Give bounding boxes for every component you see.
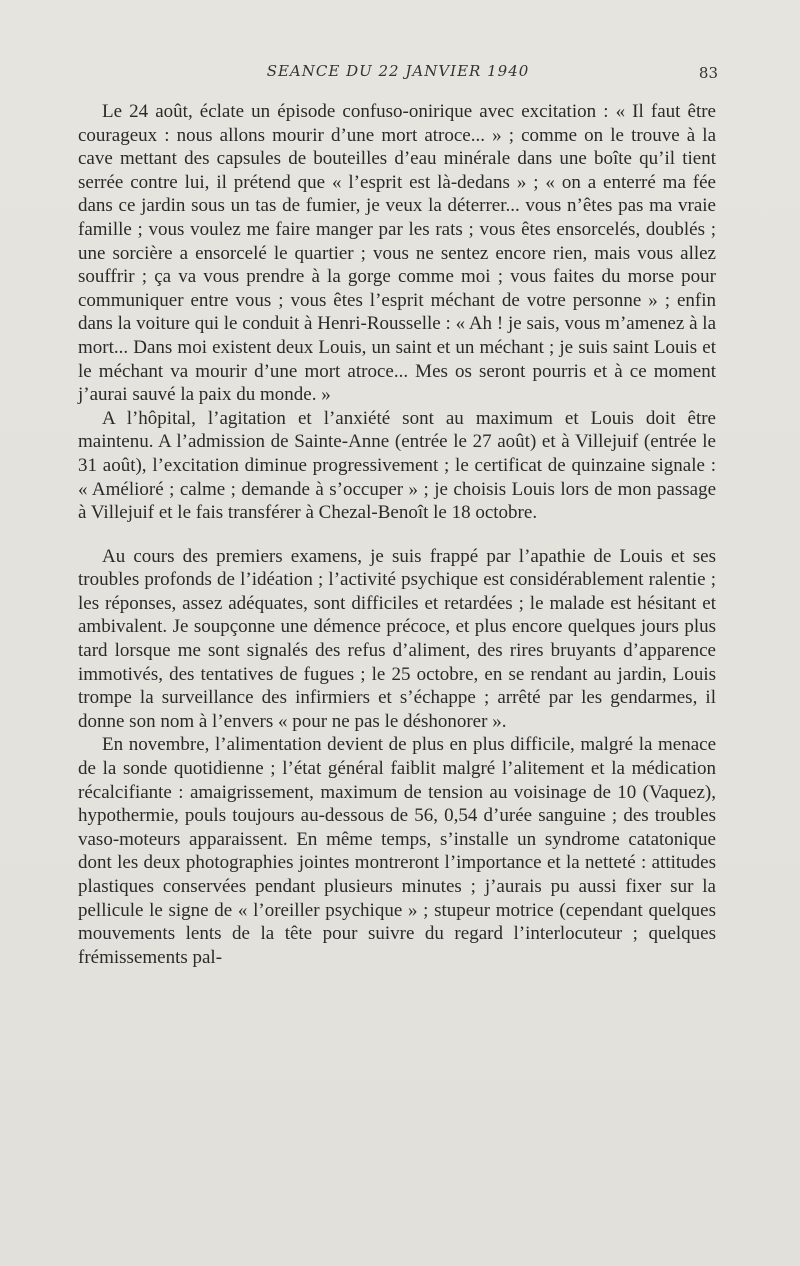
running-title: SEANCE DU 22 JANVIER 1940 (266, 62, 530, 80)
paragraph-hospital: A l’hôpital, l’agitation et l’anxiété sont au maximum et Louis doit être maintenu. A l’admission de Sainte-Anne (entrée le 27 août) et à Villejuif (entrée le 31 août), l’excitation diminue progressivement ; le certificat de quinzaine signale : « Amélioré ; calme ; demande à s’occuper » ; je choisis Louis lors de mon passage à Villejuif et le fais transférer à Chezal-Benoît le 18 octobre. (78, 407, 716, 524)
page-header (78, 62, 718, 86)
paragraph-novembre: En novembre, l’alimentation devient de plus en plus difficile, malgré la menace de la sonde quotidienne ; l’état général faiblit malgré l’alitement et la médication récalcifiante : amaigrissement, maximum de tension au voisinage de 10 (Vaquez), hypothermie, pouls toujours au-dessous de 56, 0,54 d’urée sanguine ; des troubles vaso-moteurs apparaissent. En même temps, s’installe un syndrome catatonique dont les deux photographies jointes montreront l’importance et la netteté : attitudes plastiques conservées pendant plusieurs minutes ; j’aurais pu aussi fixer sur la pellicule le signe de « l’oreiller psychique » ; stupeur motrice (cependant quelques mouvements lents de la tête pour suivre du regard l’interlocuteur ; quelques frémissements pal- (78, 734, 716, 968)
body-text (78, 100, 716, 969)
paragraph-examens: Au cours des premiers examens, je suis frappé par l’apathie de Louis et ses troubles profonds de l’idéation ; l’activité psychique est considérablement ralentie ; les réponses, assez adéquates, sont difficiles et retardées ; le malade est hésitant et ambivalent. Je soupçonne une démence précoce, et plus encore quelques jours plus tard lorsque me sont signalés des refus d’aliment, des rires bruyants d’apparence immotivés, des tentatives de fugues ; le 25 octobre, en se rendant au jardin, Louis trompe la surveillance des infirmiers et s’échappe ; arrêté par les gendarmes, il donne son nom à l’envers « pour ne pas le déshonorer ». (78, 545, 716, 732)
page-number: 83 (698, 64, 718, 82)
paragraph-episode: Le 24 août, éclate un épisode confuso-onirique avec excitation : « Il faut être courageux : nous allons mourir d’une mort atroce... » ; comme on le trouve à la cave mettant des capsules de bouteilles d’eau minérale dans une boîte qu’il tient serrée contre lui, il prétend que « l’esprit est là-dedans » ; « on a enterré ma fée dans ce jardin sous un tas de fumier, je veux la déterrer... vous n’êtes pas ma vraie famille ; vous voulez me faire manger par les rats ; vous êtes ensorcelés, doublés ; une sorcière a ensorcelé le quartier ; vous ne sentez encore rien, mais vous allez souffrir ; ça va vous prendre à la gorge comme moi ; vous faites du morse pour communiquer entre vous ; vous êtes l’esprit méchant de votre personne » ; enfin dans la voiture qui le conduit à Henri-Rousselle : « Ah ! je sais, vous m’amenez à la mort... Dans moi existent deux Louis, un saint et un méchant ; je suis saint Louis et le méchant va mourir d’une mort atroce... Mes os seront pourris et à ce moment j’aurai sauvé la paix du monde. » (78, 101, 716, 406)
